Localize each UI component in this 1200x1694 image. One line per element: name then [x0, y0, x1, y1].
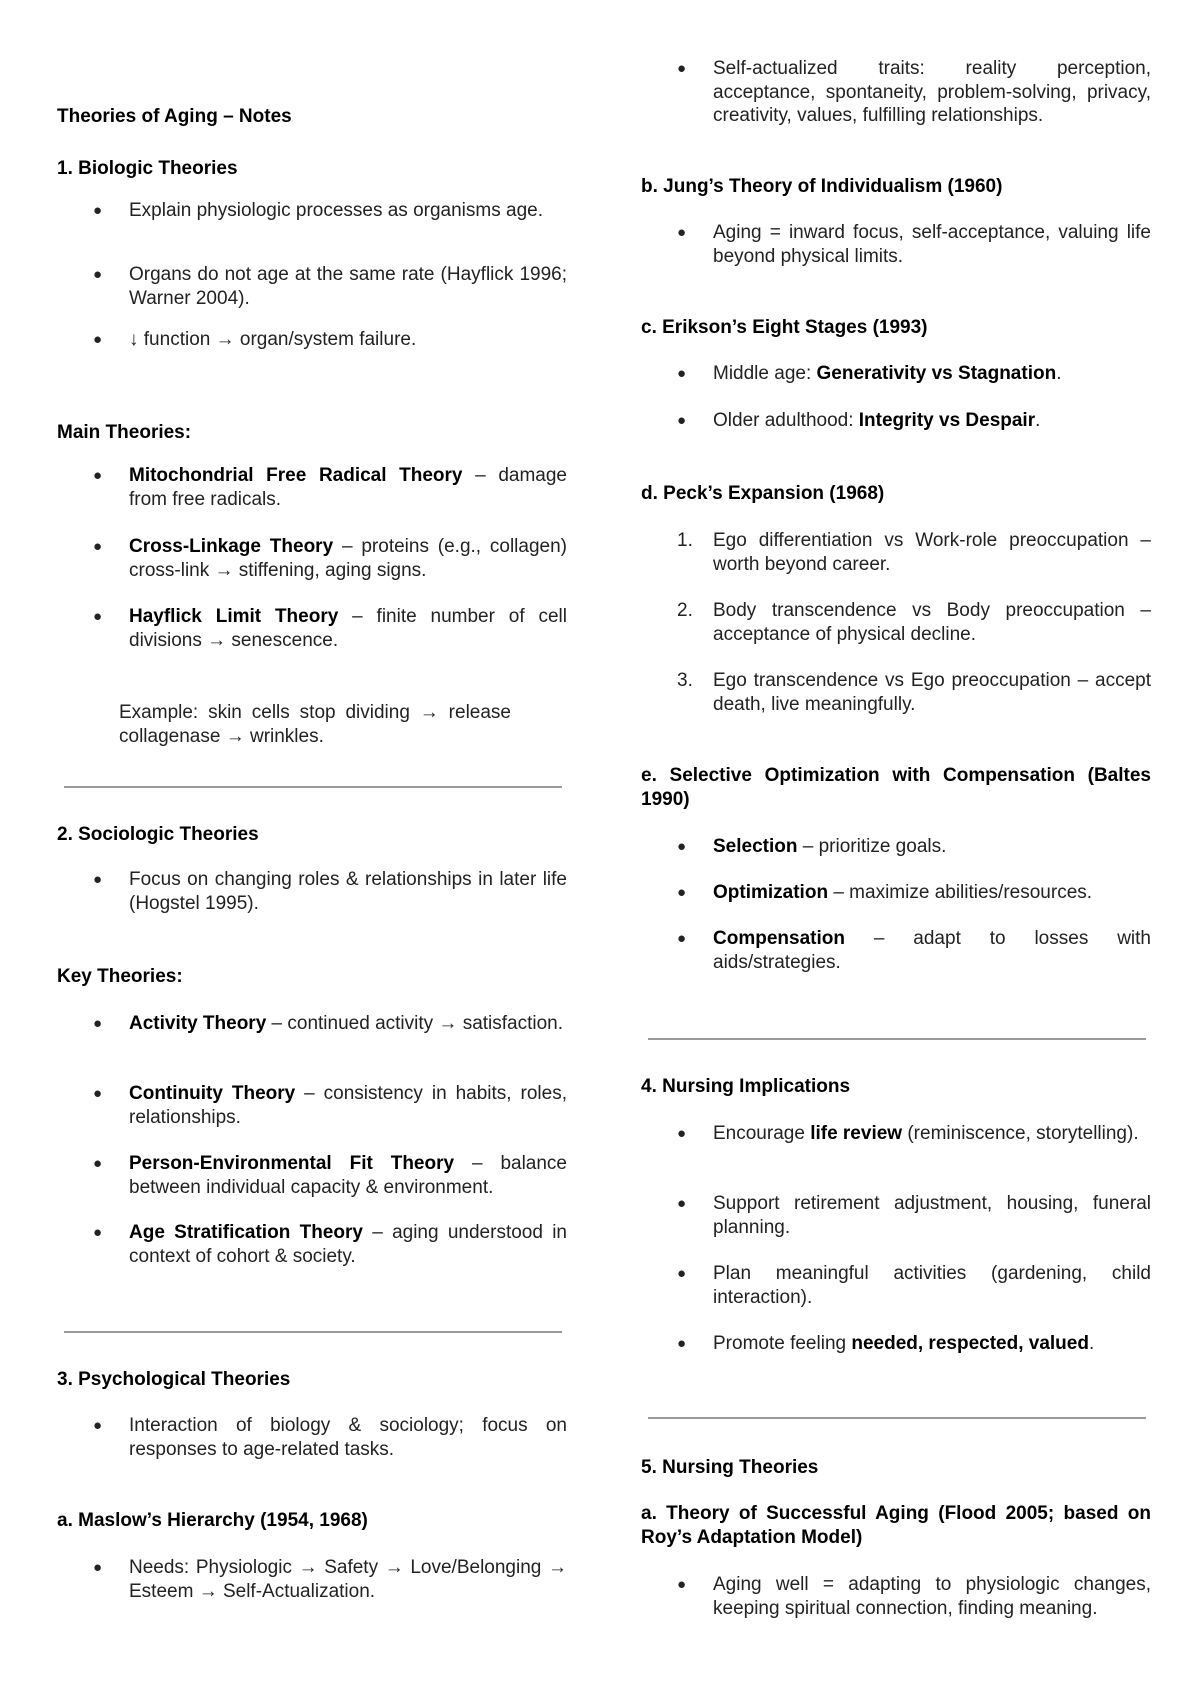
example-note: Example: skin cells stop dividing → release collagenase → wrinkles. — [119, 702, 511, 747]
list-number: 2. — [677, 600, 693, 621]
bullet-icon: ● — [93, 1224, 103, 1241]
bullet-icon: ● — [677, 1195, 687, 1212]
subheading-erikson: c. Erikson’s Eight Stages (1993) — [641, 317, 928, 338]
subheading-key-theories: Key Theories: — [57, 966, 183, 987]
subheading-main-theories: Main Theories: — [57, 422, 192, 443]
divider — [648, 1417, 1146, 1419]
list-number: 1. — [677, 530, 693, 551]
term: Hayflick Limit Theory — [129, 606, 339, 627]
bullet-icon: ● — [93, 266, 103, 283]
subheading-successful-aging: a. Theory of Successful Aging (Flood 2005; based on Roy’s Adaptation Model) — [641, 1503, 1151, 1548]
subheading-soc: e. Selective Optimization with Compensation (Baltes 1990) — [641, 765, 1151, 810]
bullet-icon: ● — [677, 1576, 687, 1593]
subheading-maslow: a. Maslow’s Hierarchy (1954, 1968) — [57, 1510, 368, 1531]
term: Activity Theory — [129, 1013, 267, 1034]
page-title: Theories of Aging – Notes — [57, 106, 292, 127]
bullet-icon: ● — [677, 365, 687, 382]
bullet-icon: ● — [677, 838, 687, 855]
term: Person-Environmental Fit Theory — [129, 1153, 455, 1174]
list-number: 3. — [677, 670, 693, 691]
bullet-icon: ● — [93, 1015, 103, 1032]
bullet-icon: ● — [677, 1125, 687, 1142]
subheading-jung: b. Jung’s Theory of Individualism (1960) — [641, 176, 1003, 197]
term: Generativity vs Stagnation — [816, 363, 1057, 384]
bullet-icon: ● — [677, 930, 687, 947]
bullet-icon: ● — [677, 60, 687, 77]
bullet-icon: ● — [93, 1085, 103, 1102]
term: Mitochondrial Free Radical Theory — [129, 465, 463, 486]
bullet-icon: ● — [93, 1559, 103, 1576]
divider — [648, 1038, 1146, 1040]
bullet-icon: ● — [93, 202, 103, 219]
section-heading-psychological: 3. Psychological Theories — [57, 1369, 291, 1390]
bullet-icon: ● — [93, 1155, 103, 1172]
bullet-icon: ● — [93, 871, 103, 888]
subheading-peck: d. Peck’s Expansion (1968) — [641, 483, 885, 504]
bullet-icon: ● — [93, 331, 103, 348]
section-heading-nursing-implications: 4. Nursing Implications — [641, 1076, 851, 1097]
divider — [64, 786, 562, 788]
bullet-icon: ● — [93, 1417, 103, 1434]
term: Compensation — [713, 928, 845, 949]
bullet-icon: ● — [677, 884, 687, 901]
bullet-icon: ● — [93, 538, 103, 555]
bullet-icon: ● — [677, 1335, 687, 1352]
term: life review — [810, 1123, 903, 1144]
bullet-icon: ● — [93, 608, 103, 625]
term: Cross-Linkage Theory — [129, 536, 334, 557]
section-heading-biologic: 1. Biologic Theories — [57, 158, 238, 179]
term: Continuity Theory — [129, 1083, 296, 1104]
bullet-icon: ● — [677, 224, 687, 241]
term: Integrity vs Despair — [858, 410, 1036, 431]
term: needed, respected, valued — [851, 1333, 1089, 1354]
bullet-icon: ● — [677, 412, 687, 429]
section-heading-nursing-theories: 5. Nursing Theories — [641, 1457, 819, 1478]
term: Age Stratification Theory — [129, 1222, 363, 1243]
term: Optimization — [713, 882, 829, 903]
divider — [64, 1331, 562, 1333]
bullet-icon: ● — [677, 1265, 687, 1282]
term: Selection — [713, 836, 798, 857]
section-heading-sociologic: 2. Sociologic Theories — [57, 824, 259, 845]
bullet-icon: ● — [93, 467, 103, 484]
